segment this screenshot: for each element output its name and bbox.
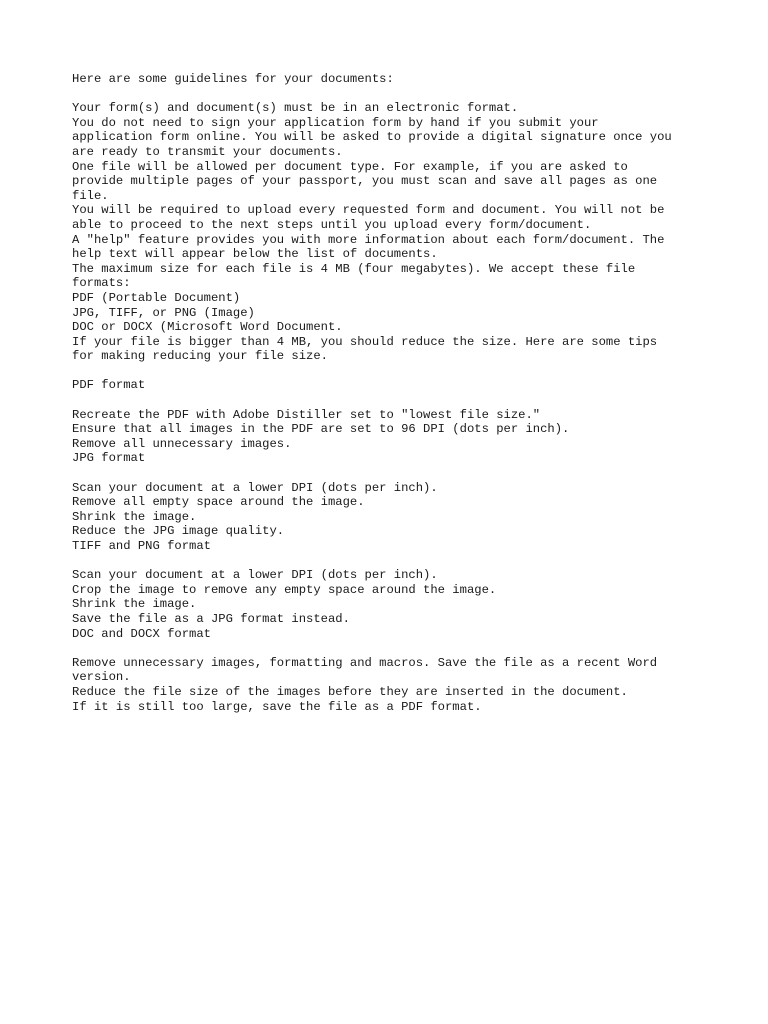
spacer — [72, 554, 712, 569]
tip-line: Reduce the file size of the images before they are inserted in the document. — [72, 684, 628, 699]
tip-line: Shrink the image. — [72, 597, 197, 612]
format-item: DOC or DOCX (Microsoft Word Document. — [72, 320, 343, 335]
guideline-line: One file will be allowed per document type. For example, if you are asked to — [72, 159, 628, 174]
tip-line: Shrink the image. — [72, 509, 197, 524]
spacer — [72, 393, 712, 408]
guideline-line: for making reducing your file size. — [72, 349, 328, 364]
tip-line: Scan your document at a lower DPI (dots per inch). — [72, 568, 438, 583]
doc-docx-format-heading: DOC and DOCX format — [72, 626, 211, 641]
tip-line: Ensure that all images in the PDF are set to 96 DPI (dots per inch). — [72, 422, 570, 437]
guideline-line: help text will appear below the list of documents. — [72, 247, 438, 262]
tip-line: If it is still too large, save the file as a PDF format. — [72, 699, 482, 714]
guideline-line: You do not need to sign your application form by hand if you submit your — [72, 115, 599, 130]
guideline-line: application form online. You will be asked to provide a digital signature once you — [72, 130, 672, 145]
spacer — [72, 364, 712, 379]
general-guidelines — [72, 101, 712, 364]
tip-line: Reduce the JPG image quality. — [72, 524, 285, 539]
doc-docx-tips — [72, 656, 712, 714]
tiff-png-format-heading: TIFF and PNG format — [72, 539, 211, 553]
tip-line: Scan your document at a lower DPI (dots per inch). — [72, 480, 438, 495]
pdf-tips — [72, 408, 712, 466]
format-item: JPG, TIFF, or PNG (Image) — [72, 305, 255, 320]
tip-line: Remove all unnecessary images. — [72, 436, 292, 451]
tip-line: Recreate the PDF with Adobe Distiller set to "lowest file size." — [72, 407, 541, 422]
pdf-format-heading: PDF format — [72, 378, 146, 393]
guideline-line: provide multiple pages of your passport, you must scan and save all pages as one — [72, 174, 658, 189]
guideline-line: If your file is bigger than 4 MB, you should reduce the size. Here are some tips — [72, 334, 658, 349]
spacer — [72, 87, 712, 102]
intro-text: Here are some guidelines for your documents: — [72, 72, 394, 86]
jpg-format-heading: JPG format — [72, 451, 146, 466]
spacer — [72, 466, 712, 481]
guideline-line: You will be required to upload every requested form and document. You will not be — [72, 203, 665, 218]
format-item: PDF (Portable Document) — [72, 290, 241, 305]
spacer — [72, 641, 712, 656]
tip-line: version. — [72, 670, 131, 685]
guideline-line: file. — [72, 188, 109, 203]
tip-line: Remove unnecessary images, formatting and macros. Save the file as a recent Word — [72, 655, 658, 670]
guideline-line: able to proceed to the next steps until you upload every form/document. — [72, 217, 592, 232]
guideline-line: Your form(s) and document(s) must be in an electronic format. — [72, 101, 519, 116]
guideline-line: are ready to transmit your documents. — [72, 144, 343, 159]
tiff-png-tips — [72, 568, 712, 641]
guideline-line: A "help" feature provides you with more information about each form/document. The — [72, 232, 665, 247]
jpg-tips — [72, 481, 712, 554]
tip-line: Crop the image to remove any empty space around the image. — [72, 582, 497, 597]
guideline-line: formats: — [72, 276, 131, 291]
guideline-line: The maximum size for each file is 4 MB (four megabytes). We accept these file — [72, 261, 636, 276]
tip-line: Remove all empty space around the image. — [72, 495, 365, 510]
tip-line: Save the file as a JPG format instead. — [72, 611, 350, 626]
document-page — [72, 72, 712, 714]
